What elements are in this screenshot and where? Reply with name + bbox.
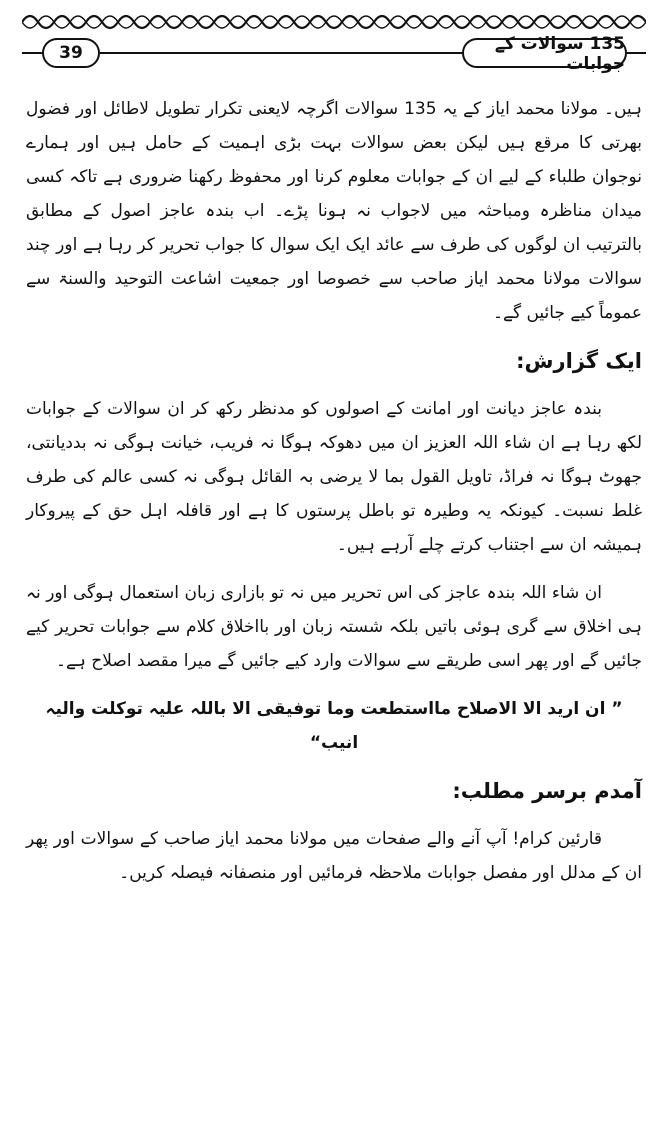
paragraph-readers: قارئین کرام! آپ آنے والے صفحات میں مولانا محمد ایاز صاحب کے سوالات اور پھر ان کے مدلل اور مفصل جوابات ملاحظہ فرمائیں اور منصفانہ فیصلہ کریں۔ bbox=[26, 829, 642, 883]
quranic-quote: ” ان ارید الا الاصلاح مااستطعت وما توفیقی الا باللہ علیہ توکلت والیہ انیب“ bbox=[45, 699, 623, 753]
page-header bbox=[0, 0, 667, 78]
paragraph-honesty: بندہ عاجز دیانت اور امانت کے اصولوں کو مدنظر رکھ کر ان سوالات کے جوابات لکھ رہا ہے ان شاء اللہ العزیز ان میں دھوکہ ہوگا نہ فریب، خیانت ہوگی نہ بددیانتی، جھوٹ ہوگا نہ فراڈ، تاویل القول بما لا یرضی بہ القائل ہوگی نہ کسی عالم کی طرف غلط نسبت۔ کیونکہ یہ وطیرہ تو باطل پرستوں کا ہے اور قافلہ اہل حق کے پیروکار ہمیشہ ان سے اجتناب کرتے چلے آرہے ہیں۔ bbox=[26, 399, 642, 555]
book-title: 135 سوالات کے جوابات bbox=[462, 38, 627, 68]
paragraph-language: ان شاء اللہ بندہ عاجز کی اس تحریر میں نہ تو بازاری زبان استعمال ہوگی اور نہ ہی اخلاق سے گری ہوئی باتیں بلکہ شستہ زبان اور بااخلاق کلام سے جوابات تحریر کیے جائیں گے اور پھر اسی طریقے سے سوالات وارد کیے جائیں گے میرا مقصد اصلاح ہے۔ bbox=[26, 583, 642, 671]
heading-amadam: آمدم برسر مطلب: bbox=[452, 779, 642, 803]
page-body bbox=[26, 92, 642, 904]
header-rule-middle bbox=[100, 52, 462, 54]
header-rule-left bbox=[22, 52, 42, 54]
header-rule-right bbox=[627, 52, 646, 54]
heading-guzarish: ایک گزارش: bbox=[516, 349, 642, 373]
paragraph-intro: ہیں۔ مولانا محمد ایاز کے یہ 135 سوالات اگرچہ لایعنی تکرار تطویل لاطائل اور فضول بھرتی کا مرقع ہیں لیکن بعض سوالات بہت بڑی اہمیت کے حامل ہیں اور ہمارے نوجوان طلباء کے لیے ان کے جوابات معلوم کرنا اور محفوظ رکھنا ضروری ہے تاکہ کسی میدان مناظرہ ومباحثہ میں لاجواب نہ ہونا پڑے۔ اب بندہ عاجز اصول کے مطابق بالترتیب ان لوگوں کی طرف سے عائد ایک ایک سوال کا جواب تحریر کر رہا ہے اور چند سوالات مولانا محمد ایاز صاحب سے خصوصا اور جمعیت اشاعت التوحید والسنۃ سے عموماً کیے جائیں گے۔ bbox=[26, 99, 642, 323]
page-number: 39 bbox=[42, 38, 100, 68]
